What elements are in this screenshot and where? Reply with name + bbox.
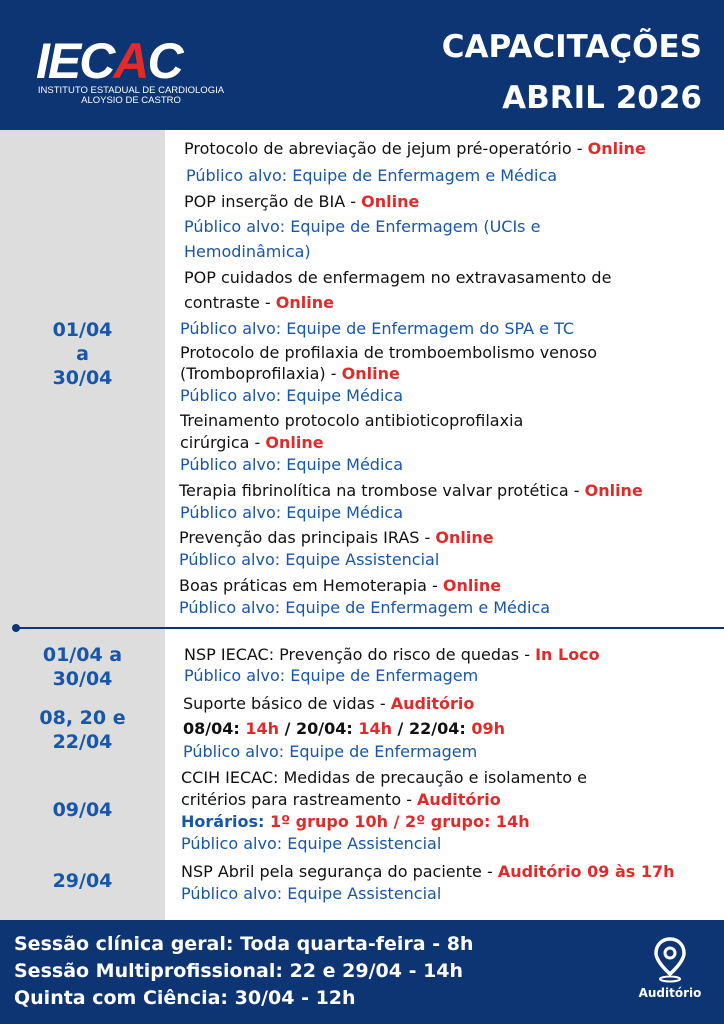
course-title: POP cuidados de enfermagem no extravasamento de: [184, 268, 612, 287]
date-line: 22/04: [52, 731, 113, 753]
course-title: [179, 574, 501, 598]
date-line: 01/04: [52, 319, 113, 341]
audience-text: Público alvo: Equipe de Enfermagem: [183, 742, 478, 761]
course-title: [179, 479, 643, 503]
audience-text: Público alvo: Equipe Assistencial: [181, 884, 442, 903]
mode-label: In Loco: [535, 645, 600, 664]
audience-text: Público alvo: Equipe Assistencial: [181, 834, 442, 853]
logo-letter: C: [79, 33, 114, 89]
title-text: critérios para rastreamento -: [181, 790, 418, 809]
date-label: [0, 798, 165, 822]
course-title: [180, 362, 400, 386]
title-text: Protocolo de abreviação de jejum pré-operatório -: [184, 139, 588, 158]
schedule-time: 14h: [358, 719, 392, 738]
logo-letter: E: [47, 33, 80, 89]
audience-text: Público alvo: Equipe de Enfermagem do SPA e TC: [180, 319, 575, 338]
logo-letter: C: [147, 33, 182, 89]
title-text: cirúrgica -: [180, 433, 266, 452]
logo-line-1: INSTITUTO ESTADUAL DE CARDIOLOGIA: [37, 85, 225, 96]
course-title: [181, 788, 501, 812]
mode-label: Auditório 09 às 17h: [497, 862, 675, 881]
schedule-time: 09h: [471, 719, 505, 738]
schedule-sep: /: [391, 719, 409, 738]
schedule-line: [183, 717, 505, 741]
schedule-sep: /: [279, 719, 296, 738]
mode-label: Online: [265, 433, 324, 452]
date-label: [0, 706, 165, 754]
mode-label: Auditório: [417, 790, 501, 809]
course-title: [179, 526, 494, 550]
mode-label: Online: [442, 576, 502, 595]
audience-text: Público alvo: Equipe de Enfermagem e Médica: [179, 598, 551, 617]
mode-label: Online: [587, 139, 646, 158]
location-label: Auditório: [638, 986, 702, 1000]
footer-line: Quinta com Ciência: 30/04 - 12h: [14, 987, 356, 1009]
footer-line: Sessão clínica geral: Toda quarta-feira - 8h: [14, 933, 474, 955]
mode-label: Online: [361, 192, 420, 211]
audience-text: Público alvo: Equipe Médica: [180, 386, 403, 405]
title-text: NSP IECAC: Prevenção do risco de quedas -: [184, 645, 536, 664]
schedule-day: 20/04:: [295, 719, 359, 738]
section-divider: [14, 627, 724, 629]
logo-text: [36, 33, 182, 89]
schedule-day: 08/04:: [183, 719, 246, 738]
title-text: Prevenção das principais IRAS -: [179, 528, 436, 547]
title-text: POP inserção de BIA -: [184, 192, 362, 211]
date-line: 09/04: [52, 799, 113, 821]
divider-dot: [12, 624, 20, 632]
title-line-1: CAPACITAÇÕES: [441, 29, 702, 65]
map-pin-icon: [652, 936, 688, 984]
logo-line-2: ALOYSIO DE CASTRO: [81, 95, 181, 106]
page-title: [342, 22, 702, 124]
title-text: Suporte básico de vidas -: [183, 694, 391, 713]
date-line: 29/04: [52, 870, 113, 892]
audience-text: Público alvo: Equipe Assistencial: [179, 550, 440, 569]
title-line-2: ABRIL 2026: [502, 80, 702, 116]
schedule-label: Horários:: [181, 812, 270, 831]
header-banner: [0, 0, 724, 130]
date-line: 30/04: [52, 668, 113, 690]
mode-label: Online: [435, 528, 494, 547]
date-label: [0, 643, 165, 691]
title-text: NSP Abril pela segurança do paciente -: [181, 862, 498, 881]
date-label-online: [0, 318, 165, 390]
schedule-value: 1º grupo 10h / 2º grupo: 14h: [269, 812, 530, 831]
schedule-day: 22/04:: [408, 719, 472, 738]
mode-label: Online: [275, 293, 334, 312]
footer-line: Sessão Multiprofissional: 22 e 29/04 - 14h: [14, 960, 464, 982]
date-label: [0, 869, 165, 893]
audience-text: Público alvo: Equipe Médica: [180, 503, 403, 522]
course-title: [181, 860, 675, 884]
date-line: 08, 20 e: [39, 707, 126, 729]
date-line: 30/04: [52, 367, 113, 389]
schedule-time: 14h: [245, 719, 279, 738]
course-title: [183, 692, 474, 716]
logo-wordmark: [36, 33, 182, 89]
mode-label: Online: [341, 364, 400, 383]
mode-label: Online: [584, 481, 643, 500]
course-title: CCIH IECAC: Medidas de precaução e isolamento e: [181, 768, 587, 787]
course-title: [180, 431, 324, 455]
audience-text: Público alvo: Equipe de Enfermagem: [184, 666, 479, 685]
mode-label: Auditório: [390, 694, 475, 713]
title-text: contraste -: [184, 293, 276, 312]
audience-text: Público alvo: Equipe de Enfermagem (UCIs e: [184, 217, 541, 236]
iecac-logo: [36, 33, 236, 106]
title-text: Terapia fibrinolítica na trombose valvar protética -: [179, 481, 585, 500]
course-title: Protocolo de profilaxia de tromboembolismo venoso: [180, 343, 598, 362]
schedule-line: [181, 810, 530, 834]
title-text: Boas práticas em Hemoterapia -: [179, 576, 443, 595]
course-title: [184, 137, 646, 161]
logo-subtitle: [36, 86, 226, 106]
logo-letter: I: [36, 33, 48, 89]
audience-text: Público alvo: Equipe de Enfermagem e Médica: [186, 166, 558, 185]
title-text: (Tromboprofilaxia) -: [180, 364, 342, 383]
course-title: [184, 190, 419, 214]
course-title: [184, 291, 334, 315]
audience-text: Hemodinâmica): [184, 242, 311, 261]
logo-letter: A: [113, 33, 148, 89]
date-line: a: [76, 343, 89, 365]
audience-text: Público alvo: Equipe Médica: [180, 455, 403, 474]
course-title: Treinamento protocolo antibioticoprofilaxia: [180, 411, 524, 430]
date-line: 01/04 a: [42, 644, 123, 666]
